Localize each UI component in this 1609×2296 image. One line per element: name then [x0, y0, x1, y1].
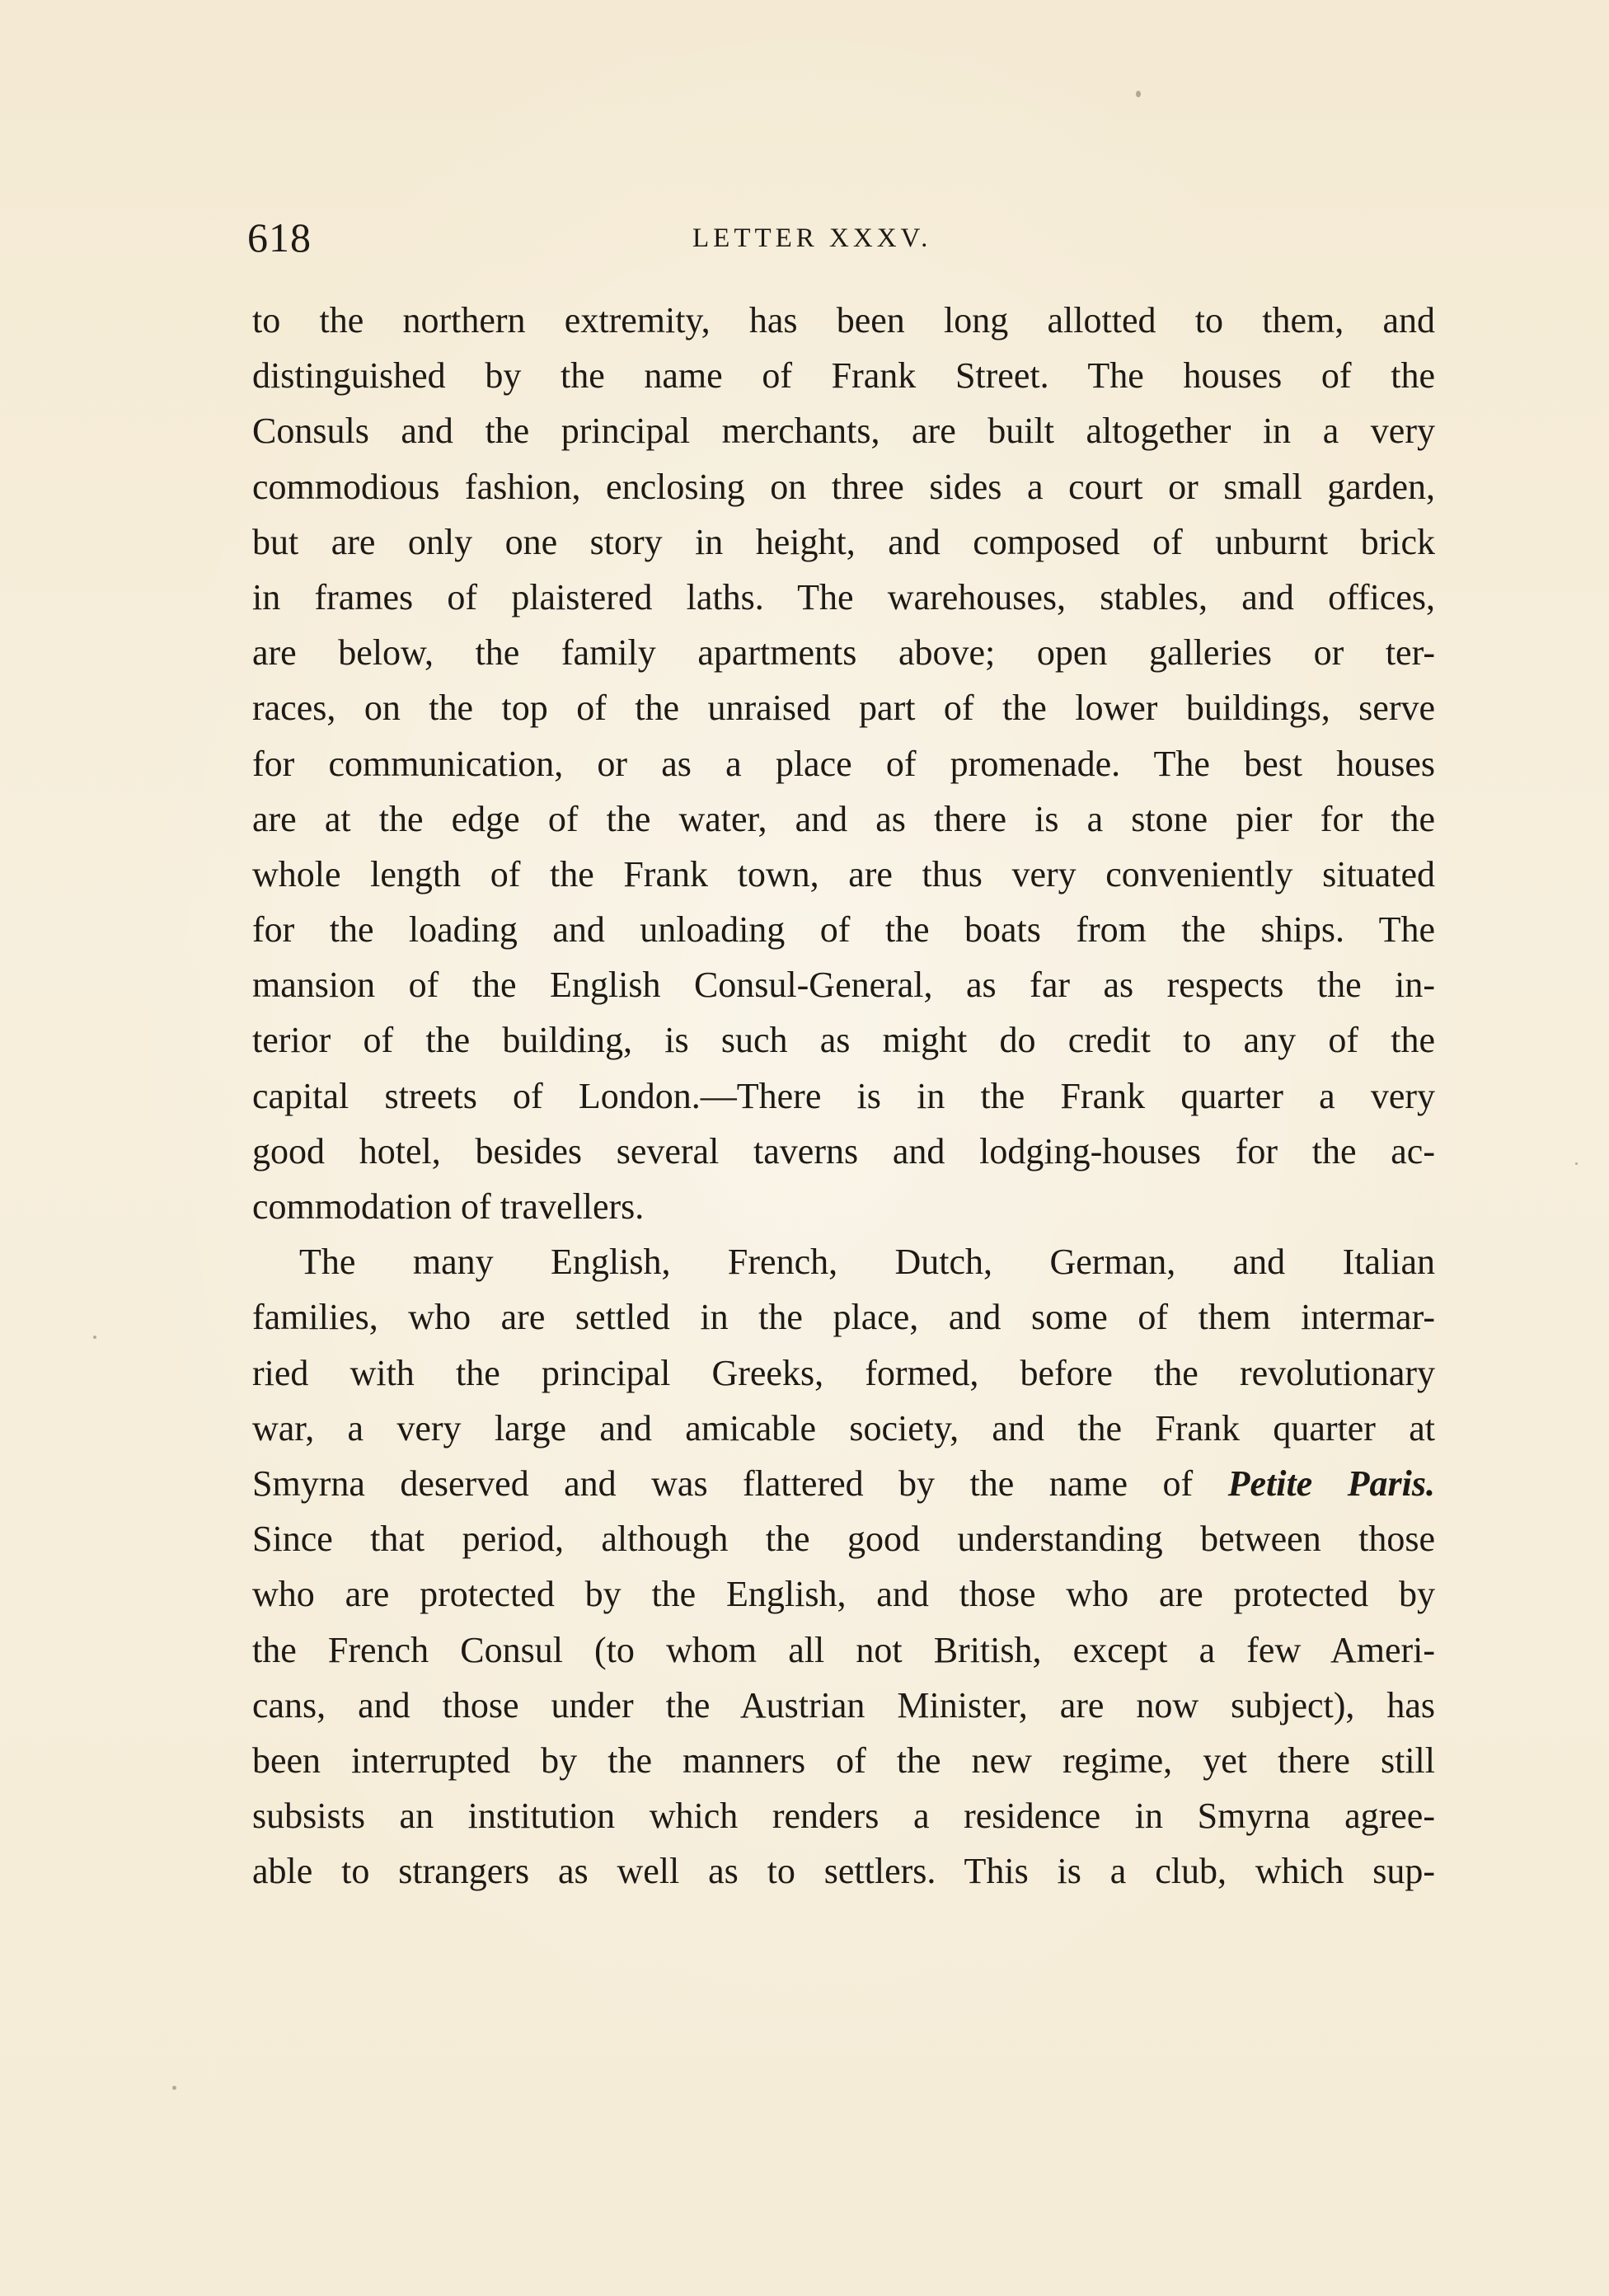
text-line: the French Consul (to whom all not British, except a few Ameri- [252, 1629, 1435, 1670]
body-text [252, 293, 1435, 1899]
text-line: but are only one story in height, and composed of unburnt brick [252, 521, 1435, 562]
text-line: are below, the family apartments above; open galleries or ter- [252, 632, 1435, 674]
text-line: whole length of the Frank town, are thus very conveniently situated [252, 853, 1435, 894]
paper-speck [1575, 1162, 1578, 1165]
text-line: families, who are settled in the place, and some of them intermar- [252, 1297, 1435, 1338]
text-line: good hotel, besides several taverns and lodging-houses for the ac- [252, 1130, 1435, 1171]
text-line-with-italic [252, 1456, 1435, 1511]
chapter-title: LETTER XXXV. [692, 223, 932, 253]
line-text: Smyrna deserved and was flattered by the name of [252, 1463, 1194, 1504]
page-number: 618 [247, 214, 312, 261]
text-line: Consuls and the principal merchants, are built altogether in a very [252, 411, 1435, 452]
text-line: for the loading and unloading of the boats from the ships. The [252, 909, 1435, 951]
text-line: races, on the top of the unraised part of the lower buildings, serve [252, 688, 1435, 729]
text-line: ried with the principal Greeks, formed, before the revolutionary [252, 1352, 1435, 1393]
text-line: war, a very large and amicable society, and the Frank quarter at [252, 1407, 1435, 1448]
text-line: been interrupted by the manners of the new regime, yet there still [252, 1740, 1435, 1781]
text-line: are at the edge of the water, and as there is a stone pier for the [252, 798, 1435, 839]
text-line: capital streets of London.—There is in the Frank quarter a very [252, 1075, 1435, 1116]
text-line: terior of the building, is such as might do credit to any of the [252, 1020, 1435, 1061]
text-line: Since that period, although the good understanding between those [252, 1519, 1435, 1560]
text-line: in frames of plaistered laths. The warehouses, stables, and offices, [252, 576, 1435, 617]
text-line: for communication, or as a place of promenade. The best houses [252, 743, 1435, 784]
text-line: subsists an institution which renders a residence in Smyrna agree- [252, 1796, 1435, 1837]
text-line: able to strangers as well as to settlers. This is a club, which sup- [252, 1851, 1435, 1892]
paragraph-start-line: The many English, French, Dutch, German, and Italian [299, 1242, 1435, 1283]
paper-speck [172, 2086, 176, 2090]
text-line: commodious fashion, enclosing on three sides a court or small garden, [252, 466, 1435, 507]
text-line: cans, and those under the Austrian Minister, are now subject), has [252, 1684, 1435, 1726]
running-head [247, 213, 1436, 262]
paper-speck [1136, 91, 1141, 97]
text-line: distinguished by the name of Frank Street. The houses of the [252, 355, 1435, 397]
paper-speck [93, 1336, 96, 1339]
paragraph-end-line: commodation of travellers. [252, 1186, 645, 1227]
text-line: to the northern extremity, has been long allotted to them, and [252, 300, 1435, 340]
italic-phrase: Petite Paris. [1227, 1463, 1436, 1504]
text-line: mansion of the English Consul-General, as far as respects the in- [252, 965, 1435, 1006]
text-line: who are protected by the English, and those who are protected by [252, 1574, 1435, 1615]
